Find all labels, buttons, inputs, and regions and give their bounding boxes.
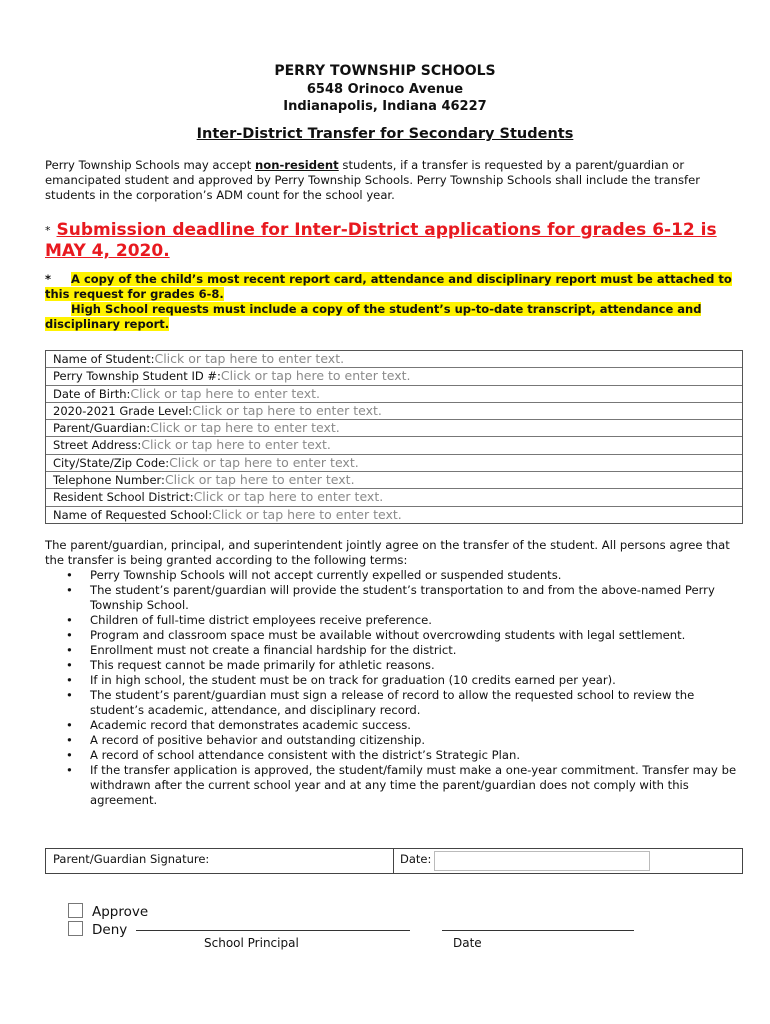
form-field-input[interactable]: Click or tap here to enter text. [130, 385, 320, 401]
form-field-input[interactable]: Click or tap here to enter text. [212, 506, 402, 522]
form-field-input[interactable]: Click or tap here to enter text. [150, 420, 340, 436]
date-field-cell [394, 849, 742, 873]
form-field-label: Telephone Number: [53, 473, 165, 488]
date-input[interactable] [434, 851, 650, 871]
terms-item: • Academic record that demonstrates academic success. [90, 718, 745, 733]
approve-label: Approve [92, 904, 149, 920]
form-field-label: City/State/Zip Code: [53, 455, 170, 470]
terms-item: • Children of full-time district employees receive preference. [90, 613, 745, 628]
form-row [46, 455, 742, 472]
terms-list [45, 568, 745, 808]
form-field-label: Resident School District: [53, 490, 194, 505]
form-field-input[interactable]: Click or tap here to enter text. [141, 437, 331, 453]
notice-line-1 [45, 272, 745, 302]
approve-checkbox[interactable] [68, 903, 83, 918]
form-row [46, 351, 742, 368]
deadline-notice [45, 220, 745, 262]
form-field-label: Date of Birth: [53, 386, 131, 401]
terms-item: • A record of positive behavior and outstanding citizenship. [90, 733, 745, 748]
terms-item: • The student’s parent/guardian will provide the student’s transportation to and from the above-named Perry Township School. [90, 583, 745, 613]
form-field-label: Name of Student: [53, 352, 155, 366]
notice-text-2: High School requests must include a copy of the student’s up-to-date transcript, attendance and disciplinary report. [45, 302, 702, 331]
notice-star: * [45, 272, 52, 286]
decision-block [68, 903, 148, 939]
deny-checkbox[interactable] [68, 921, 83, 936]
form-field-label: Parent/Guardian: [53, 421, 151, 436]
signature-table [45, 848, 743, 874]
form-row [46, 489, 742, 506]
form-row [46, 507, 742, 523]
intro-after: students, if a transfer is requested by a parent/guardian or emancipated student and approved by Perry Township Schools. Perry Township Schools shall include the transfer students in the corporation’s ADM count for the school year. [45, 158, 701, 202]
form-field-input[interactable]: Click or tap here to enter text. [169, 454, 359, 470]
deadline-star: * [45, 224, 51, 237]
terms-item: • The student’s parent/guardian must sign a release of record to allow the requested school to review the student’s academic, attendance, and disciplinary record. [90, 688, 745, 718]
form-row [46, 437, 742, 454]
form-field-label: 2020-2021 Grade Level: [53, 403, 193, 418]
deadline-text: Submission deadline for Inter-District applications for grades 6-12 is MAY 4, 2020. [45, 220, 717, 261]
date-label: Date: [400, 852, 432, 866]
parent-signature-field[interactable] [46, 849, 394, 873]
form-field-input[interactable]: Click or tap here to enter text. [164, 472, 355, 488]
terms-item: • Program and classroom space must be available without overcrowding students with legal settlement. [90, 628, 745, 643]
terms-intro: The parent/guardian, principal, and superintendent jointly agree on the transfer of the student. All persons agree that the transfer is being granted according to the following terms: [45, 538, 730, 567]
form-row [46, 420, 742, 437]
form-field-input[interactable]: Click or tap here to enter text. [192, 402, 382, 418]
intro-before: Perry Township Schools may accept [45, 158, 256, 172]
principal-date-label: Date [453, 936, 482, 950]
document-title [0, 126, 770, 142]
principal-signature-line[interactable] [136, 930, 410, 931]
org-name: PERRY TOWNSHIP SCHOOLS [274, 63, 496, 79]
terms-item: • If the transfer application is approved, the student/family must make a one-year commitment. Transfer may be withdrawn after the current school year and at any time the parent/guardian does not comply with this agreement. [90, 763, 745, 808]
student-info-form [45, 350, 743, 524]
address-line-2: Indianapolis, Indiana 46227 [283, 99, 487, 114]
attachment-notice [45, 272, 745, 332]
principal-label: School Principal [204, 936, 299, 950]
intro-paragraph [45, 158, 745, 203]
intro-emphasis: non-resident [255, 158, 339, 172]
form-row [46, 368, 742, 385]
terms-item: • A record of school attendance consistent with the district’s Strategic Plan. [90, 748, 745, 763]
form-field-label: Name of Requested School: [53, 507, 213, 522]
form-field-label: Street Address: [53, 438, 142, 453]
form-field-input[interactable]: Click or tap here to enter text. [193, 489, 384, 505]
principal-date-line[interactable] [442, 930, 634, 931]
document-title-text: Inter-District Transfer for Secondary Students [196, 126, 574, 142]
terms-item: • This request cannot be made primarily for athletic reasons. [90, 658, 745, 673]
notice-text-1: A copy of the child’s most recent report card, attendance and disciplinary report must be attached to this request for grades 6-8. [45, 272, 732, 301]
form-field-label: Perry Township Student ID #: [53, 369, 221, 384]
deny-label: Deny [92, 922, 128, 938]
form-row [46, 472, 742, 489]
form-field-input[interactable]: Click or tap here to enter text. [154, 351, 345, 366]
parent-signature-label: Parent/Guardian Signature: [53, 852, 210, 866]
terms-section [45, 538, 745, 808]
terms-item: • If in high school, the student must be on track for graduation (10 credits earned per year). [90, 673, 745, 688]
approve-option [68, 903, 148, 921]
form-row [46, 403, 742, 420]
form-row [46, 386, 742, 403]
terms-item: • Enrollment must not create a financial hardship for the district. [90, 643, 745, 658]
form-field-input[interactable]: Click or tap here to enter text. [220, 368, 411, 384]
terms-item: • Perry Township Schools will not accept currently expelled or suspended students. [90, 568, 745, 583]
notice-line-2 [45, 302, 745, 332]
address-line-1: 6548 Orinoco Avenue [306, 82, 464, 97]
